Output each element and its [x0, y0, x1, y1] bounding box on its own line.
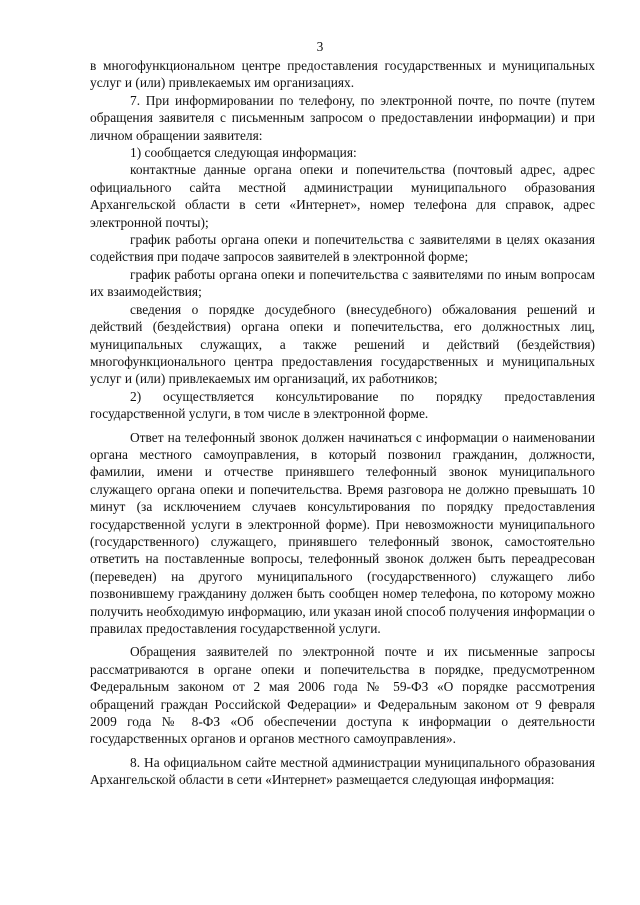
page-number: 3 [316, 39, 324, 54]
paragraph-item-7: 7. При информировании по телефону, по электронной почте, по почте (путем обращения заявителя с письменным запросом о предоставлении информации) и при личном обращении заявителя: [90, 92, 595, 143]
paragraph-phone-answer: Ответ на телефонный звонок должен начинаться с информации о наименовании органа местного самоуправления, в который позвонил гражданин, должности, фамилии, имени и отчестве принявшего телефонный звонок муниципального служащего органа опеки и попечительства. Время разговора не должно превышать 10 минут (за исключением случаев консультирования по порядку предоставления государственной услуги в электронной форме). При невозможности муниципального (государственного) служащего, принявшего телефонный звонок, самостоятельно ответить на поставленные вопросы, телефонный звонок должен быть переадресован (переведен) на другого муниципального (государственного) служащего либо позвонившему гражданину должен быть сообщен номер телефона, по которому можно получить необходимую информацию, или указан иной способ получения информации о правилах предоставления государственной услуги. [90, 429, 595, 636]
paragraph-subitem-2: 2) осуществляется консультирование по порядку предоставления государственной услуги, в том числе в электронной форме. [90, 388, 595, 422]
document-body [90, 57, 595, 789]
paragraph-written-requests: Обращения заявителей по электронной почте и их письменные запросы рассматриваются в органе опеки и попечительства в порядке, предусмотренном Федеральным законом от 2 мая 2006 года № 59-ФЗ «О порядке рассмотрения обращений граждан Российской Федерации» и Федеральным законом от 9 февраля 2009 года № 8-ФЗ «Об обеспечении доступа к информации о деятельности государственных органов и органов местного самоуправления». [90, 644, 595, 747]
paragraph-schedule-other: график работы органа опеки и попечительства с заявителями по иным вопросам их взаимодействия; [90, 266, 595, 300]
paragraph-mfc-continuation: в многофункциональном центре предоставления государственных и муниципальных услуг и (или) привлекаемых им организациях. [90, 58, 595, 91]
paragraph-schedule-electronic: график работы органа опеки и попечительства с заявителями в целях оказания содействия при подаче запросов заявителей в электронной форме; [90, 232, 595, 265]
paragraph-item-8: 8. На официальном сайте местной администрации муниципального образования Архангельской области в сети «Интернет» размещается следующая информация: [90, 754, 595, 788]
paragraph-appeal-procedure: сведения о порядке досудебного (внесудебного) обжалования решений и действий (бездействия) органа опеки и попечительства, его должностных лиц, муниципальных служащих, а также решений и действий (бездействия) многофункционального центра предоставления государственных и муниципальных услуг и (или) привлекаемых им организаций, их работников; [90, 301, 595, 387]
paragraph-subitem-1: 1) сообщается следующая информация: [130, 145, 357, 161]
paragraph-contact-data: контактные данные органа опеки и попечительства (почтовый адрес, адрес официального сайта местной администрации муниципального образования Архангельской области в сети «Интернет», номер телефона для справок, адрес электронной почты); [90, 162, 595, 230]
